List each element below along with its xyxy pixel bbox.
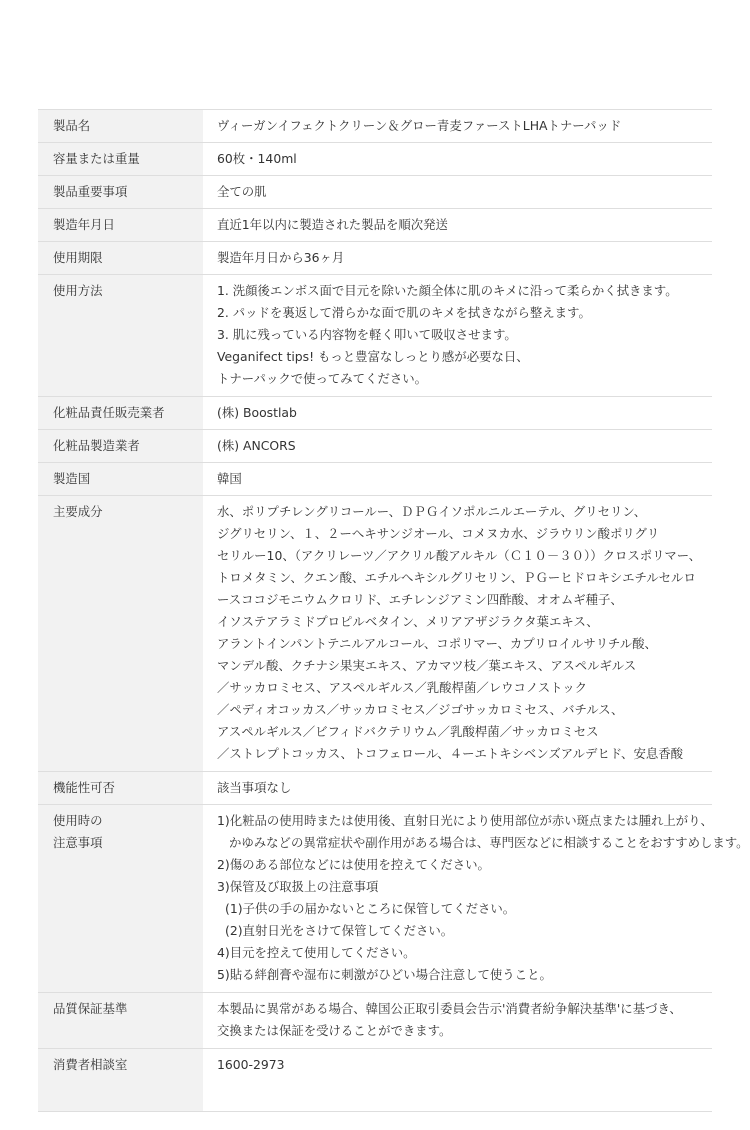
value-line: Veganifect tips! もっと豊富なしっとり感が必要な日、 bbox=[217, 349, 529, 364]
spec-row-volume bbox=[38, 143, 712, 176]
product-spec-table bbox=[38, 109, 749, 1112]
row-value bbox=[203, 176, 712, 209]
value-line: 直近1年以内に製造された製品を順次発送 bbox=[217, 217, 448, 232]
value-line: ヴィーガンイフェクトクリーン＆グロー青麦ファーストLHAトナーパッド bbox=[217, 118, 622, 133]
value-line: ースココジモニウムクロリド、エチレンジアミン四酢酸、オオムギ種子、 bbox=[217, 592, 623, 607]
row-label bbox=[38, 805, 203, 993]
row-value bbox=[203, 397, 712, 430]
value-line: 1)化粧品の使用時または使用後、直射日光により使用部位が赤い斑点または腫れ上がり、 bbox=[217, 813, 713, 828]
row-value bbox=[203, 430, 712, 463]
value-line: マンデル酸、クチナシ果実エキス、アカマツ枝／葉エキス、アスペルギルス bbox=[217, 658, 637, 673]
value-line: 本製品に異常がある場合、韓国公正取引委員会告示'消費者紛争解決基準'に基づき、 bbox=[217, 1001, 682, 1016]
row-value bbox=[203, 805, 749, 993]
value-line: 1600-2973 bbox=[217, 1057, 285, 1072]
row-value bbox=[203, 143, 712, 176]
row-label-line: 使用時の bbox=[53, 813, 103, 828]
value-line: 水、ポリプチレングリコールー、ＤＰＧイソポルニルエーテル、グリセリン、 bbox=[217, 504, 647, 519]
row-label: 品質保証基準 bbox=[38, 993, 203, 1049]
row-label: 消費者相談室 bbox=[38, 1049, 203, 1112]
value-line: (株) Boostlab bbox=[217, 405, 297, 420]
value-line: 韓国 bbox=[217, 471, 242, 486]
row-label-line: 注意事項 bbox=[53, 835, 103, 850]
value-line: 交換または保証を受けることができます。 bbox=[217, 1023, 452, 1038]
row-label: 化粧品責任販売業者 bbox=[38, 397, 203, 430]
value-line: 製造年月日から36ヶ月 bbox=[217, 250, 345, 265]
value-line: 1. 洗顔後エンボス面で目元を除いた顔全体に肌のキメに沿って柔らかく拭きます。 bbox=[217, 283, 678, 298]
spec-row-manufacture-date bbox=[38, 209, 712, 242]
row-label: 使用方法 bbox=[38, 275, 203, 397]
row-value bbox=[203, 993, 712, 1049]
row-label: 使用期限 bbox=[38, 242, 203, 275]
row-label: 機能性可否 bbox=[38, 772, 203, 805]
value-line: トナーパックで使ってみてください。 bbox=[217, 371, 428, 386]
row-value bbox=[203, 275, 712, 397]
row-label: 容量または重量 bbox=[38, 143, 203, 176]
value-line: (株) ANCORS bbox=[217, 438, 296, 453]
value-line: 2. パッドを裏返して滑らかな面で肌のキメを拭きながら整えます。 bbox=[217, 305, 591, 320]
row-value bbox=[203, 772, 712, 805]
value-line: アスペルギルス／ビフィドバクテリウム／乳酸桿菌／サッカロミセス bbox=[217, 724, 599, 739]
spec-row-quality-guarantee bbox=[38, 993, 712, 1049]
value-line: (2)直射日光をさけて保管してください。 bbox=[225, 923, 454, 938]
row-value bbox=[203, 242, 712, 275]
spec-row-skin-type bbox=[38, 176, 712, 209]
spec-row-expiry bbox=[38, 242, 712, 275]
value-line: 4)目元を控えて使用してください。 bbox=[217, 945, 416, 960]
value-line: ジグリセリン、１、２ーへキサンジオール、コメヌカ水、ジラウリン酸ポリグリ bbox=[217, 526, 660, 541]
value-line: 3)保管及び取扱上の注意事項 bbox=[217, 879, 379, 894]
value-line: 該当事項なし bbox=[217, 780, 292, 795]
row-label: 主要成分 bbox=[38, 496, 203, 772]
value-line: 3. 肌に残っている内容物を軽く叩いて吸収させます。 bbox=[217, 327, 517, 342]
spec-row-precautions bbox=[38, 805, 712, 993]
row-label: 製品重要事項 bbox=[38, 176, 203, 209]
value-line: 5)貼る絆創膏や湿布に刺激がひどい場合注意して使うこと。 bbox=[217, 967, 552, 982]
spec-row-functionality bbox=[38, 772, 712, 805]
row-value bbox=[203, 1049, 712, 1112]
row-value bbox=[203, 110, 712, 143]
spec-row-manufacturer bbox=[38, 430, 712, 463]
row-label: 製品名 bbox=[38, 110, 203, 143]
row-label: 化粧品製造業者 bbox=[38, 430, 203, 463]
row-value bbox=[203, 463, 712, 496]
value-line: ／ペディオコッカス／サッカロミセス／ジゴサッカロミセス、バチルス、 bbox=[217, 702, 624, 717]
value-line: 全ての肌 bbox=[217, 184, 267, 199]
row-value bbox=[203, 209, 712, 242]
value-line: ／サッカロミセス、アスペルギルス／乳酸桿菌／レウコノストック bbox=[217, 680, 587, 695]
value-line: トロメタミン、クエン酸、エチルへキシルグリセリン、ＰＧーヒドロキシエチルセルロ bbox=[217, 570, 696, 585]
spec-row-customer-service bbox=[38, 1049, 712, 1112]
value-line: (1)子供の手の届かないところに保管してください。 bbox=[225, 901, 516, 916]
row-label: 製造年月日 bbox=[38, 209, 203, 242]
spec-row-distributor bbox=[38, 397, 712, 430]
value-line: アラントインパントテニルアルコール、コポリマー、カプリロイルサリチル酸、 bbox=[217, 636, 657, 651]
row-value bbox=[203, 496, 712, 772]
value-line: 60枚・140ml bbox=[217, 151, 297, 166]
spec-row-product-name bbox=[38, 110, 712, 143]
spec-row-country bbox=[38, 463, 712, 496]
value-line: セリルー10、（アクリレーツ／アクリル酸アルキル（Ｃ１０－３０））クロスポリマー、 bbox=[217, 548, 701, 563]
value-line: ／ストレプトコッカス、トコフェロール、４ーエトキシベンズアルデヒド、安息香酸 bbox=[217, 746, 684, 761]
spec-row-ingredients bbox=[38, 496, 712, 772]
value-line: イソステアラミドプロピルベタイン、メリアアザジラクタ葉エキス、 bbox=[217, 614, 599, 629]
spec-row-usage bbox=[38, 275, 712, 397]
row-label: 製造国 bbox=[38, 463, 203, 496]
value-line: 2)傷のある部位などには使用を控えてください。 bbox=[217, 857, 490, 872]
value-line: かゆみなどの異常症状や副作用がある場合は、専門医などに相談することをおすすめします。 bbox=[229, 835, 749, 850]
